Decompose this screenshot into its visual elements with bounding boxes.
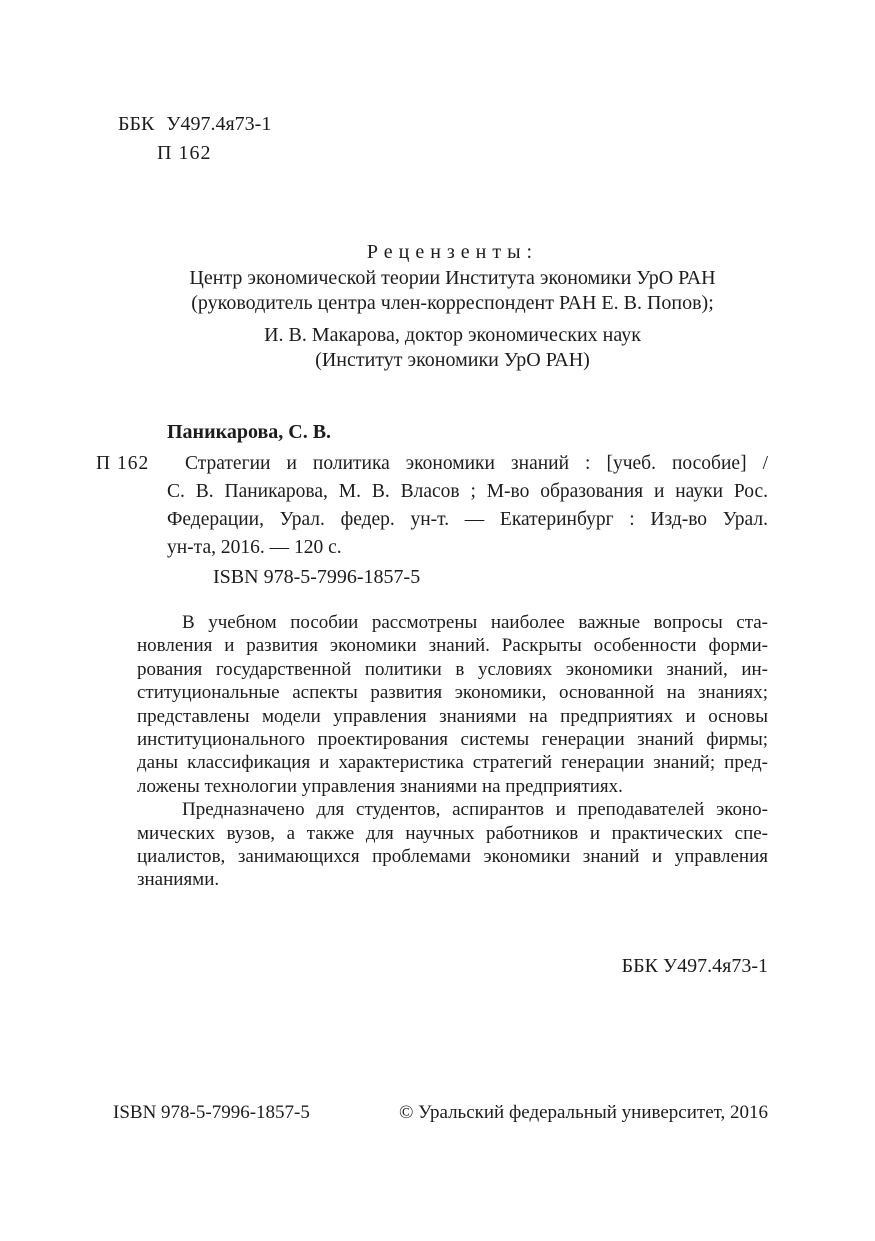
- footer-copyright: © Уральский федеральный университет, 2016: [399, 1102, 768, 1123]
- annotation-line: ституциональные аспекты развития экономики, основанной на знаниях;: [137, 682, 768, 704]
- isbn-card: ISBN 978-5-7996-1857-5: [213, 566, 421, 588]
- reviewers-block: [137, 240, 768, 373]
- annotation-line: даны классификация и характеристика стратегий генерации знаний; пред-: [137, 752, 768, 774]
- author-sign-top: П 162: [157, 142, 212, 164]
- reviewer-line: Центр экономической теории Института экономики УрО РАН: [189, 267, 716, 289]
- footer-line: [113, 1102, 768, 1124]
- catalog-line: Стратегии и политика экономики знаний : [учеб. пособие] /: [185, 453, 768, 474]
- annotation-block: [137, 611, 768, 892]
- annotation-line: представлены модели управления знаниями на предприятиях и основы: [137, 705, 768, 727]
- annotation-line: В учебном пособии рассмотрены наиболее важные вопросы ста-: [182, 612, 768, 633]
- top-classification-block: [118, 110, 271, 168]
- catalog-line: ун-та, 2016. — 120 с.: [167, 537, 342, 558]
- bbk-row: [118, 110, 271, 139]
- reviewer-line: И. В. Макарова, доктор экономических наук: [264, 324, 641, 346]
- bottom-classification: ББК У497.4я73-1: [621, 955, 768, 977]
- annotation-line: циалистов, занимающихся проблемами экономики знаний и управления: [137, 846, 768, 868]
- annotation-line: институционального проектирования системы генерации знаний фирмы;: [137, 729, 768, 751]
- catalog-line: С. В. Паникарова, М. В. Власов ; М-во образования и науки Рос.: [167, 481, 768, 502]
- reviewer-line: (руководитель центра член-корреспондент РАН Е. В. Попов);: [191, 292, 714, 314]
- annotation-line: новления и развития экономики знаний. Раскрыты особенности форми-: [137, 635, 768, 657]
- footer-isbn: ISBN 978-5-7996-1857-5: [113, 1102, 310, 1123]
- annotation-line: мических вузов, а также для научных работников и практических спе-: [137, 822, 768, 844]
- annotation-line: знаниями.: [137, 869, 220, 891]
- annotation-line: ложены технологии управления знаниями на предприятиях.: [137, 775, 623, 797]
- catalog-card: [96, 450, 768, 562]
- reviewers-heading: Рецензенты:: [366, 241, 539, 263]
- annotation-line: рования государственной политики в условиях экономики знаний, ин-: [137, 658, 768, 680]
- author-name: Паникарова, С. В.: [167, 421, 332, 443]
- reviewer-line: (Институт экономики УрО РАН): [315, 349, 590, 371]
- catalog-line: Федерации, Урал. федер. ун-т. — Екатеринбург : Изд-во Урал.: [167, 509, 768, 530]
- catalog-card-body: [167, 450, 768, 562]
- annotation-line: Предназначено для студентов, аспирантов и преподавателей эконо-: [182, 799, 768, 821]
- bbk-code: У497.4я73-1: [166, 113, 272, 135]
- bbk-label: ББК: [118, 113, 155, 135]
- author-sign-card: П 162: [96, 453, 150, 474]
